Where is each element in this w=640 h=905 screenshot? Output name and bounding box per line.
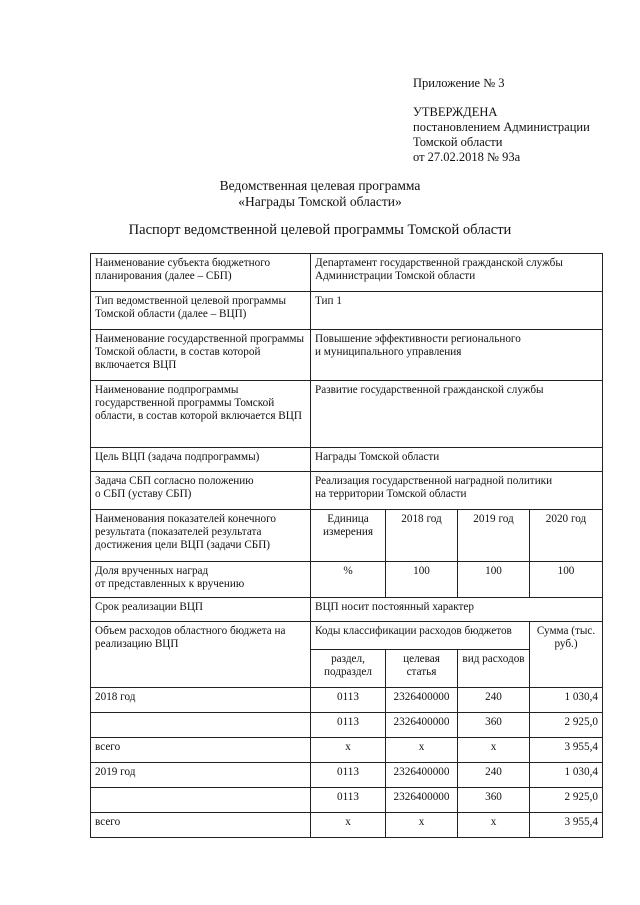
subprogram-value: Развитие государственной гражданской службы <box>311 381 603 448</box>
share-value-2019: 100 <box>458 562 530 598</box>
budget-target: 2326400000 <box>386 788 458 813</box>
unit-header: Единица измерения <box>311 510 386 562</box>
program-title-line-1: Ведомственная целевая программа <box>219 178 421 193</box>
goal-label: Цель ВЦП (задача подпрограммы) <box>91 448 311 472</box>
year-2019-header: 2019 год <box>458 510 530 562</box>
state-program-label: Наименование государственной программы Томской области, в состав которой включается ВЦП <box>91 330 311 381</box>
budget-section: х <box>311 738 386 763</box>
table-row <box>91 713 603 738</box>
state-program-value <box>311 330 603 381</box>
program-title-line-2: «Награды Томской области» <box>238 194 402 209</box>
table-row <box>91 763 603 788</box>
kind-header: вид расходов <box>458 650 530 688</box>
share-value-2018: 100 <box>386 562 458 598</box>
year-2018-header: 2018 год <box>386 510 458 562</box>
table-row <box>91 788 603 813</box>
approval-block <box>413 76 590 165</box>
budget-section: 0113 <box>311 688 386 713</box>
approved-line-3: от 27.02.2018 № 93а <box>413 150 521 164</box>
budget-sum: 3 955,4 <box>530 738 603 763</box>
state-program-value-line-1: Повышение эффективности регионального <box>315 333 521 345</box>
approved-heading: УТВЕРЖДЕНА <box>413 105 498 119</box>
sum-header: Сумма (тыс. руб.) <box>530 622 603 688</box>
budget-section: 0113 <box>311 788 386 813</box>
budget-target: 2326400000 <box>386 688 458 713</box>
budget-target: 2326400000 <box>386 713 458 738</box>
table-row <box>91 510 603 562</box>
table-row <box>91 254 603 292</box>
budget-target: 2326400000 <box>386 763 458 788</box>
task-label-line-2: о СБП (уставу СБП) <box>95 488 192 500</box>
approved-line-1: постановлением Администрации <box>413 120 590 134</box>
table-row <box>91 472 603 510</box>
share-unit: % <box>311 562 386 598</box>
share-label-line-1: Доля врученных наград <box>95 565 209 577</box>
share-label <box>91 562 311 598</box>
table-row <box>91 622 603 650</box>
budget-section: 0113 <box>311 713 386 738</box>
share-value-2020: 100 <box>530 562 603 598</box>
expenses-label: Объем расходов областного бюджета на реализацию ВЦП <box>91 622 311 688</box>
program-title <box>0 178 640 210</box>
budget-target: х <box>386 813 458 838</box>
target-header: целевая статья <box>386 650 458 688</box>
budget-label: 2018 год <box>91 688 311 713</box>
budget-section: х <box>311 813 386 838</box>
subprogram-label: Наименование подпрограммы государственной программы Томской области, в состав которой включается ВЦП <box>91 381 311 448</box>
budget-kind: 240 <box>458 688 530 713</box>
section-header: раздел, подраздел <box>311 650 386 688</box>
budget-section: 0113 <box>311 763 386 788</box>
codes-header: Коды классификации расходов бюджетов <box>311 622 530 650</box>
type-value: Тип 1 <box>311 292 603 330</box>
table-row <box>91 381 603 448</box>
subject-label: Наименование субъекта бюджетного планирования (далее – СБП) <box>91 254 311 292</box>
budget-label <box>91 713 311 738</box>
budget-sum: 1 030,4 <box>530 763 603 788</box>
budget-label <box>91 788 311 813</box>
term-value: ВЦП носит постоянный характер <box>311 598 603 622</box>
subject-value: Департамент государственной гражданской службы Администрации Томской области <box>311 254 603 292</box>
budget-sum: 3 955,4 <box>530 813 603 838</box>
table-row <box>91 292 603 330</box>
year-2020-header: 2020 год <box>530 510 603 562</box>
table-row <box>91 738 603 763</box>
approved-line-2: Томской области <box>413 135 503 149</box>
indicators-label: Наименования показателей конечного результата (показателей результата достижения цели ВЦП (задачи СБП) <box>91 510 311 562</box>
budget-target: х <box>386 738 458 763</box>
task-value-line-1: Реализация государственной наградной политики <box>315 475 553 487</box>
appendix-number: Приложение № 3 <box>413 76 505 90</box>
budget-kind: х <box>458 738 530 763</box>
budget-sum: 2 925,0 <box>530 788 603 813</box>
passport-title: Паспорт ведомственной целевой программы Томской области <box>128 222 512 238</box>
task-label <box>91 472 311 510</box>
table-row <box>91 448 603 472</box>
task-value-line-2: на территории Томской области <box>315 488 467 500</box>
table-row <box>91 598 603 622</box>
task-label-line-1: Задача СБП согласно положению <box>95 475 254 487</box>
share-label-line-2: от представленных к вручению <box>95 578 245 590</box>
table-row <box>91 688 603 713</box>
budget-label: всего <box>91 738 311 763</box>
goal-value: Награды Томской области <box>311 448 603 472</box>
budget-kind: х <box>458 813 530 838</box>
term-label: Срок реализации ВЦП <box>91 598 311 622</box>
task-value <box>311 472 603 510</box>
type-label: Тип ведомственной целевой программы Томской области (далее – ВЦП) <box>91 292 311 330</box>
table-row <box>91 330 603 381</box>
budget-kind: 240 <box>458 763 530 788</box>
table-row <box>91 813 603 838</box>
state-program-value-line-2: и муниципального управления <box>315 346 462 358</box>
budget-sum: 2 925,0 <box>530 713 603 738</box>
budget-kind: 360 <box>458 713 530 738</box>
budget-label: 2019 год <box>91 763 311 788</box>
budget-label: всего <box>91 813 311 838</box>
budget-sum: 1 030,4 <box>530 688 603 713</box>
budget-kind: 360 <box>458 788 530 813</box>
passport-table <box>90 253 603 838</box>
table-row <box>91 562 603 598</box>
